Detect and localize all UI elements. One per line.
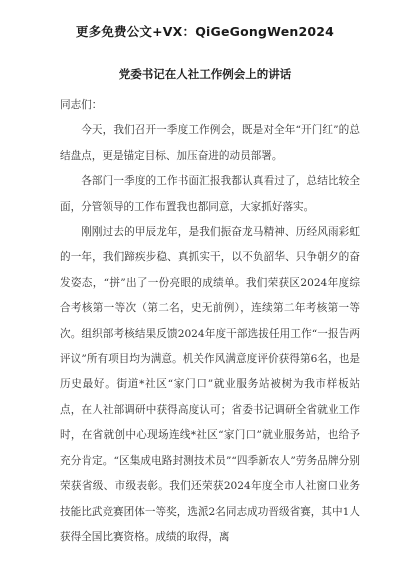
paragraph-reports: 各部门一季度的工作书面汇报我都认真看过了，总结比较全面，分管领导的工作布置我也都同意，大家抓好落实。 bbox=[60, 175, 360, 213]
promo-banner: 更多免费公文+VX：QiGeGongWen2024 bbox=[75, 24, 335, 39]
paragraph-achievements: 刚刚过去的甲辰龙年，是我们振奋龙马精神、历经风雨彩虹的一年，我们蹄疾步稳、真抓实干，以不负韶华、只争朝夕的奋发姿态，“拼”出了一份亮眼的成绩单。我们荣获区2024年度综合考核第一等次（第二名，史无前例），连续第二年考核第一等次。组织部考核结果反馈2024年度干部选拔任用工作“一报告两评议”所有项目均为满意。机关作风满意度评价获得第6名，也是历史最好。街道*社区“家门口”就业服务站被树为我市样板站点，在人社部调研中获得高度认可；省委书记调研全省就业工作时，在省就创中心现场连线*社区“家门口”就业服务站，也给予充分肯定。“区集成电路封测技术员”“四季新农人”劳务品牌分别荣获省级、市级表彰。我们还荣获2024年度全市人社窗口业务技能比武竞赛团体一等奖，选派2名同志成功晋级省赛，其中1人获得全国比赛资格。成绩的取得，离 bbox=[60, 226, 360, 543]
document-body bbox=[60, 93, 360, 550]
paragraph-opening: 今天，我们召开一季度工作例会，既是对全年“开门红”的总结盘点，更是锚定目标、加压奋进的动员部署。 bbox=[60, 124, 360, 162]
salutation: 同志们： bbox=[60, 99, 103, 111]
document-title: 党委书记在人社工作例会上的讲话 bbox=[118, 67, 292, 81]
